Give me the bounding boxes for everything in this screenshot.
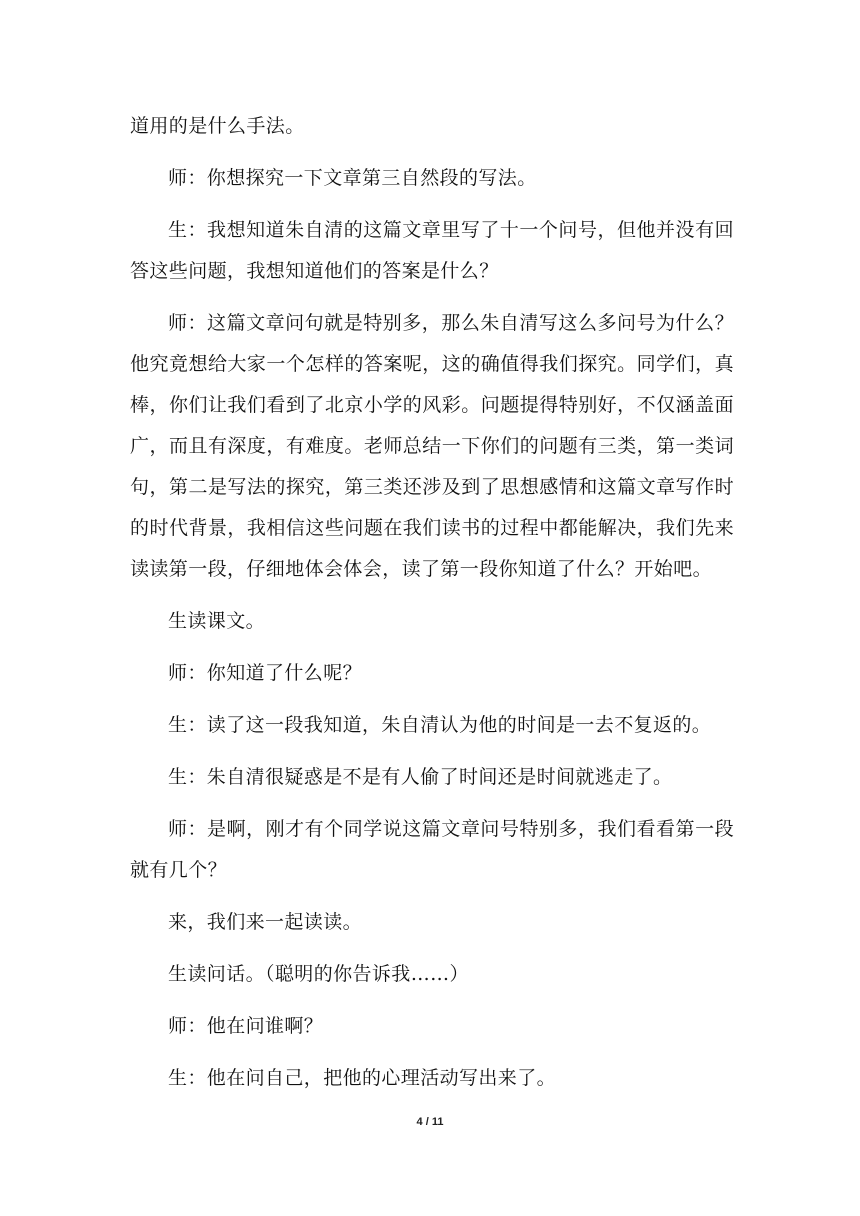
paragraph: 生：朱自清很疑惑是不是有人偷了时间还是时间就逃走了。 bbox=[168, 766, 673, 788]
paragraph: 生：他在问自己，把他的心理活动写出来了。 bbox=[168, 1067, 557, 1089]
paragraph: 师：这篇文章问句就是特别多，那么朱自清写这么多问号为什么？他究竟想给大家一个怎样的答案呢，这的确值得我们探究。同学们，真棒，你们让我们看到了北京小学的风彩。问题提得特别好，不仅涵盖面广，而且有深度，有难度。老师总结一下你们的问题有三类，第一类词句，第二是写法的探究，第三类还涉及到了思想感情和这篇文章写作时的时代背景，我相信这些问题在我们读书的过程中都能解决，我们先来读读第一段，仔细地体会体会，读了第一段你知道了什么？开始吧。 bbox=[130, 312, 734, 580]
paragraph: 生：我想知道朱自清的这篇文章里写了十一个问号，但他并没有回答这些问题，我想知道他们的答案是什么？ bbox=[130, 219, 734, 282]
paragraph: 生读课文。 bbox=[168, 610, 266, 632]
paragraph: 来，我们来一起读读。 bbox=[168, 911, 363, 933]
paragraph: 师：你知道了什么呢？ bbox=[168, 662, 363, 684]
paragraph: 师：你想探究一下文章第三自然段的写法。 bbox=[168, 167, 537, 189]
paragraph: 生：读了这一段我知道，朱自清认为他的时间是一去不复返的。 bbox=[168, 714, 712, 736]
paragraph: 师：是啊，刚才有个同学说这篇文章问号特别多，我们看看第一段就有几个？ bbox=[130, 818, 734, 881]
paragraph: 师：他在问谁啊？ bbox=[168, 1015, 324, 1037]
page-number: 4 / 11 bbox=[416, 1116, 444, 1128]
paragraph-continuation: 道用的是什么手法。 bbox=[130, 115, 305, 137]
document-body bbox=[130, 106, 734, 1110]
paragraph: 生读问话。（聪明的你告诉我……） bbox=[168, 963, 469, 985]
